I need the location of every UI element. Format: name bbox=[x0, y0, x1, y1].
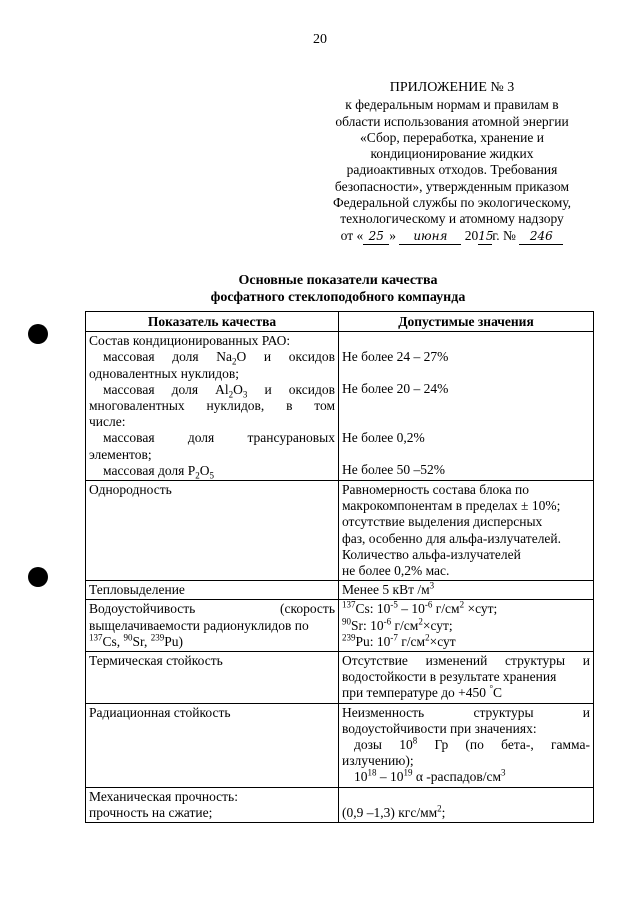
appendix-block bbox=[296, 80, 608, 245]
radiation-dose-line: дозы $10^8$ Гр (по бета-, гамма- bbox=[353, 735, 590, 753]
order-year-prefix: 20 bbox=[464, 227, 479, 243]
value-cell bbox=[338, 481, 593, 581]
radiation-dose-line-2: излучению); bbox=[341, 753, 414, 769]
composition-na-line-2: одновалентных нуклидов; bbox=[89, 365, 240, 381]
param-cell: Однородность bbox=[86, 481, 339, 581]
composition-p-line: массовая доля $P_2O_5$ bbox=[103, 462, 214, 481]
radiation-line: Неизменность структуры и bbox=[341, 704, 590, 720]
param-cell: Тепловыделение bbox=[86, 581, 339, 600]
value-cell bbox=[338, 600, 593, 652]
cs-value: $^{137}$Cs: $10^{-5} - 10^{-6}$ $г/см^2 \times сут$; bbox=[341, 599, 498, 617]
radiation-alpha-line: $10^{18} - 10^{19}$ α $-распадов/см^3$ bbox=[353, 767, 506, 785]
thermal-line: Отсутствие изменений структуры и bbox=[341, 653, 590, 669]
quality-table bbox=[85, 311, 594, 823]
sr-value: $^{90}$Sr: $10^{-6}$ $г/см^2\times сут$; bbox=[341, 616, 453, 633]
mechanical-value: (0,9 –1,3) кгс/$мм^2$; bbox=[341, 803, 446, 820]
param-cell bbox=[86, 600, 339, 652]
document-heading bbox=[0, 272, 640, 306]
order-year: 15 bbox=[478, 228, 492, 245]
table-row bbox=[86, 332, 594, 481]
value-cell: Менее 5 кВт $/м^3$ bbox=[338, 581, 593, 600]
order-number-label: г. № bbox=[492, 227, 516, 243]
tru-value: Не более 0,2% bbox=[341, 429, 425, 445]
thermal-line: водостойкости в результате хранения bbox=[341, 669, 557, 685]
order-month: июня bbox=[399, 228, 461, 245]
order-day: 25 bbox=[363, 228, 389, 245]
appendix-line: области использования атомной энергии bbox=[335, 113, 569, 129]
value-cell bbox=[338, 332, 593, 481]
radiation-line: водоустойчивости при значениях: bbox=[341, 720, 537, 736]
value-cell bbox=[338, 703, 593, 787]
column-header: Допустимые значения bbox=[338, 312, 593, 332]
water-line-2: выщелачиваемости радионуклидов по bbox=[89, 617, 309, 633]
appendix-line: кондиционирование жидких bbox=[370, 146, 534, 162]
appendix-line: «Сбор, переработка, хранение и bbox=[360, 129, 544, 145]
uniformity-line: не более 0,2% мас. bbox=[341, 563, 450, 579]
composition-tru-line-2: элементов; bbox=[89, 446, 152, 462]
appendix-line: технологическому и атомному надзору bbox=[340, 211, 564, 227]
uniformity-line: Количество альфа-излучателей bbox=[341, 546, 521, 562]
composition-na-line: массовая доля $Na_2O$ и оксидов bbox=[103, 349, 335, 368]
appendix-title: ПРИЛОЖЕНИЕ № 3 bbox=[389, 80, 515, 95]
order-date-line bbox=[296, 228, 608, 245]
water-line-1: Водоустойчивость (скорость bbox=[89, 601, 335, 617]
mechanical-line-1: Механическая прочность: bbox=[89, 788, 238, 804]
uniformity-line: макрокомпонентам в пределах ± 10%; bbox=[341, 498, 561, 514]
al-value: Не более 20 – 24% bbox=[341, 381, 449, 397]
p-value: Не более 50 –52% bbox=[341, 461, 446, 477]
table-row bbox=[86, 600, 594, 652]
value-cell bbox=[338, 652, 593, 704]
na-value: Не более 24 – 27% bbox=[341, 349, 449, 365]
appendix-line: безопасности», утвержденным приказом bbox=[334, 178, 570, 194]
heading-line-2: фосфатного стеклоподобного компаунда bbox=[210, 290, 466, 305]
heading-line-1: Основные показатели качества bbox=[238, 273, 438, 288]
uniformity-line: фаз, особенно для альфа-излучателей. bbox=[341, 530, 562, 546]
param-cell bbox=[86, 787, 339, 822]
table-header-row bbox=[86, 312, 594, 332]
appendix-line: Федеральной службы по экологическому, bbox=[332, 195, 572, 211]
param-cell bbox=[86, 332, 339, 481]
appendix-line: к федеральным нормам и правилам в bbox=[345, 97, 559, 113]
table-row bbox=[86, 703, 594, 787]
page-number: 20 bbox=[313, 32, 327, 47]
param-cell: Радиационная стойкость bbox=[86, 703, 339, 787]
punch-hole-icon bbox=[28, 567, 48, 587]
table-row bbox=[86, 481, 594, 581]
composition-al-line: массовая доля $Al_2O_3$ и оксидов bbox=[103, 381, 335, 400]
table-row bbox=[86, 787, 594, 822]
order-prefix: от « bbox=[340, 227, 364, 243]
order-number: 246 bbox=[519, 228, 563, 245]
table-row bbox=[86, 581, 594, 600]
composition-tru-line: массовая доля трансурановых bbox=[103, 430, 335, 446]
param-cell: Термическая стойкость bbox=[86, 652, 339, 704]
water-line-3: $^{137}$Cs, $^{90}$Sr, $^{239}$Pu) bbox=[89, 632, 183, 649]
value-cell bbox=[338, 787, 593, 822]
punch-hole-icon bbox=[28, 324, 48, 344]
pu-value: $^{239}$Pu: $10^{-7}$ $г/см^2\times сут$ bbox=[341, 632, 456, 649]
order-day-close: » bbox=[389, 227, 397, 243]
column-header: Показатель качества bbox=[86, 312, 339, 332]
uniformity-line: отсутствие выделения дисперсных bbox=[341, 514, 543, 530]
appendix-line: радиоактивных отходов. Требования bbox=[346, 162, 558, 178]
table-row bbox=[86, 652, 594, 704]
composition-al-line-2: многовалентных нуклидов, в том bbox=[89, 398, 335, 414]
composition-al-line-3: числе: bbox=[89, 414, 126, 430]
uniformity-line: Равномерность состава блока по bbox=[341, 482, 530, 498]
mechanical-line-2: прочность на сжатие; bbox=[89, 804, 213, 820]
thermal-line: при температуре до +450 °С bbox=[341, 683, 503, 701]
composition-title: Состав кондиционированных РАО: bbox=[89, 333, 291, 349]
